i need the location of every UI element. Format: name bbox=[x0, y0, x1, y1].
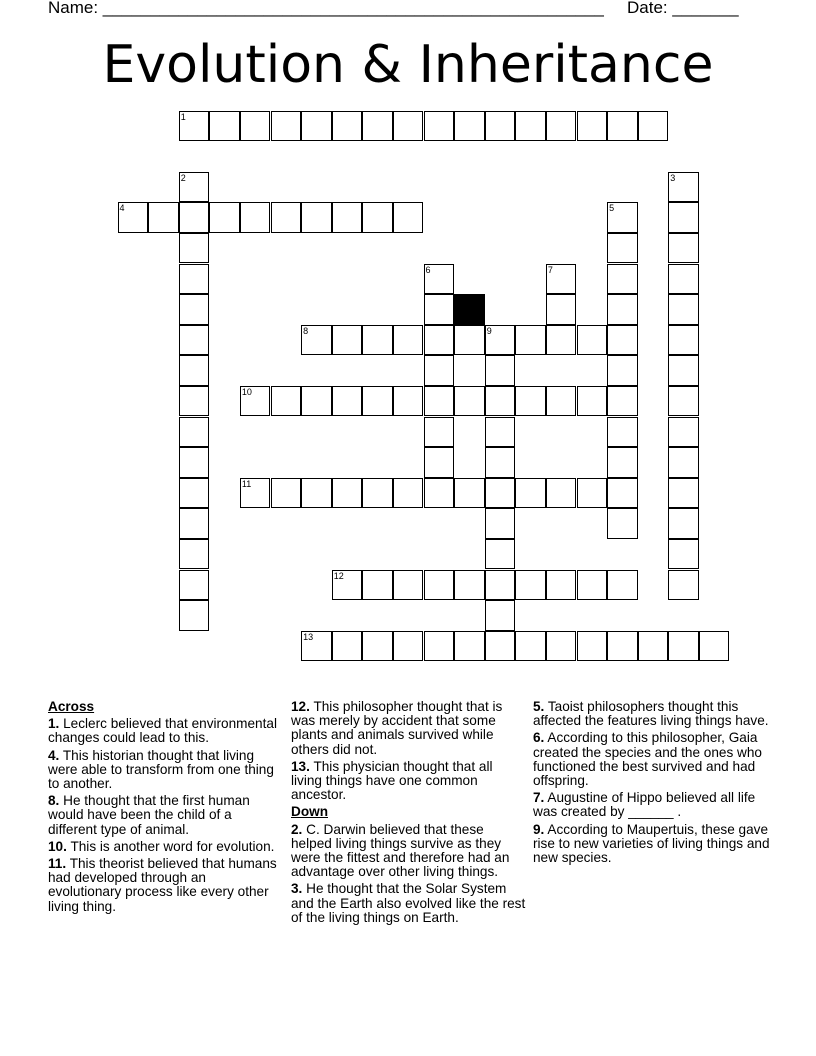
grid-cell[interactable] bbox=[577, 386, 608, 417]
grid-cell[interactable] bbox=[515, 478, 546, 509]
grid-cell[interactable] bbox=[607, 233, 638, 264]
grid-cell[interactable] bbox=[454, 570, 485, 601]
clue-number: 2 bbox=[180, 172, 186, 183]
grid-cell[interactable] bbox=[638, 111, 669, 142]
grid-cell[interactable] bbox=[393, 111, 424, 142]
clues-column-1 bbox=[48, 700, 280, 917]
grid-cell[interactable] bbox=[393, 202, 424, 233]
grid-cell[interactable] bbox=[577, 325, 608, 356]
grid-cell[interactable] bbox=[332, 386, 363, 417]
clue-number: 6 bbox=[425, 264, 431, 275]
clue-number: 1 bbox=[180, 111, 186, 122]
grid-cell[interactable] bbox=[362, 570, 393, 601]
grid-cell[interactable] bbox=[485, 478, 516, 509]
grid-cell[interactable] bbox=[118, 202, 149, 233]
name-field[interactable]: Name: _____________________________________________________ bbox=[48, 0, 604, 17]
grid-cell[interactable] bbox=[668, 478, 699, 509]
grid-cell[interactable] bbox=[301, 631, 332, 662]
grid-cell[interactable] bbox=[179, 478, 210, 509]
clue-number: 8 bbox=[303, 325, 309, 336]
clue-number: 13 bbox=[303, 631, 314, 642]
grid-cell[interactable] bbox=[179, 508, 210, 539]
grid-cell[interactable] bbox=[240, 111, 271, 142]
clues-column-3 bbox=[533, 700, 773, 868]
grid-cell[interactable] bbox=[668, 386, 699, 417]
grid-cell[interactable] bbox=[668, 417, 699, 448]
grid-cell[interactable] bbox=[362, 325, 393, 356]
grid-cell[interactable] bbox=[546, 570, 577, 601]
date-field[interactable]: Date: _______ bbox=[627, 0, 739, 17]
grid-cell[interactable] bbox=[668, 202, 699, 233]
grid-cell[interactable] bbox=[668, 294, 699, 325]
grid-cell[interactable] bbox=[546, 386, 577, 417]
clue-across-10: 10. This is another word for evolution. bbox=[48, 838, 275, 854]
grid-cell[interactable] bbox=[271, 478, 302, 509]
clue-down-3: 3. He thought that the Solar System and the Earth also evolved like the rest of the living things on Earth. bbox=[291, 881, 526, 925]
grid-cell[interactable] bbox=[668, 447, 699, 478]
grid-cell[interactable] bbox=[271, 386, 302, 417]
grid-cell[interactable] bbox=[332, 111, 363, 142]
grid-cell[interactable] bbox=[301, 478, 332, 509]
clue-across-8: 8. He thought that the first human would have been the child of a different type of animal. bbox=[48, 793, 250, 837]
grid-cell[interactable] bbox=[485, 600, 516, 631]
grid-cell[interactable] bbox=[424, 355, 455, 386]
grid-cell[interactable] bbox=[179, 417, 210, 448]
grid-cell[interactable] bbox=[301, 202, 332, 233]
grid-cell[interactable] bbox=[546, 111, 577, 142]
grid-cell[interactable] bbox=[179, 172, 210, 203]
clue-number: 9 bbox=[486, 325, 492, 336]
grid-cell[interactable] bbox=[362, 202, 393, 233]
grid-cell[interactable] bbox=[607, 355, 638, 386]
grid-cell[interactable] bbox=[240, 202, 271, 233]
grid-cell[interactable] bbox=[424, 478, 455, 509]
grid-cell[interactable] bbox=[332, 570, 363, 601]
grid-cell[interactable] bbox=[485, 447, 516, 478]
clue-down-5: 5. Taoist philosophers thought this affected the features living things have. bbox=[533, 699, 769, 729]
grid-cell[interactable] bbox=[179, 447, 210, 478]
grid-cell[interactable] bbox=[240, 386, 271, 417]
grid-cell[interactable] bbox=[179, 570, 210, 601]
grid-cell[interactable] bbox=[607, 570, 638, 601]
grid-cell[interactable] bbox=[546, 294, 577, 325]
grid-cell[interactable] bbox=[393, 386, 424, 417]
grid-cell[interactable] bbox=[607, 417, 638, 448]
grid-cell[interactable] bbox=[424, 570, 455, 601]
grid-cell[interactable] bbox=[668, 631, 699, 662]
grid-cell[interactable] bbox=[607, 325, 638, 356]
grid-cell[interactable] bbox=[179, 202, 210, 233]
grid-cell[interactable] bbox=[607, 294, 638, 325]
grid-cell[interactable] bbox=[607, 202, 638, 233]
grid-cell[interactable] bbox=[546, 264, 577, 295]
grid-cell[interactable] bbox=[454, 111, 485, 142]
grid-cell[interactable] bbox=[668, 233, 699, 264]
grid-cell[interactable] bbox=[179, 600, 210, 631]
grid-cell[interactable] bbox=[424, 294, 455, 325]
grid-cell[interactable] bbox=[393, 325, 424, 356]
grid-cell[interactable] bbox=[424, 417, 455, 448]
grid-cell[interactable] bbox=[638, 631, 669, 662]
grid-cell[interactable] bbox=[515, 325, 546, 356]
grid-cell[interactable] bbox=[332, 202, 363, 233]
grid-cell[interactable] bbox=[668, 172, 699, 203]
grid-cell[interactable] bbox=[515, 570, 546, 601]
down-heading: Down bbox=[291, 804, 328, 820]
grid-cell[interactable] bbox=[424, 386, 455, 417]
grid-cell[interactable] bbox=[485, 570, 516, 601]
clue-across-11: 11. This theorist believed that humans had developed through an evolutionary process like every other living thing. bbox=[48, 856, 277, 914]
clue-down-2: 2. C. Darwin believed that these helped living things survive as they were the fittest and therefore had an advantage over other living things. bbox=[291, 821, 510, 880]
grid-cell[interactable] bbox=[454, 478, 485, 509]
grid-cell[interactable] bbox=[424, 325, 455, 356]
grid-cell[interactable] bbox=[393, 570, 424, 601]
grid-cell[interactable] bbox=[424, 264, 455, 295]
grid-cell[interactable] bbox=[607, 478, 638, 509]
grid-cell[interactable] bbox=[546, 478, 577, 509]
grid-cell[interactable] bbox=[668, 325, 699, 356]
clue-down-7: 7. Augustine of Hippo believed all life was created by ______ . bbox=[533, 790, 756, 820]
grid-cell[interactable] bbox=[240, 478, 271, 509]
clue-across-13: 13. This physician thought that all living things have one common ancestor. bbox=[291, 758, 493, 803]
grid-cell[interactable] bbox=[179, 264, 210, 295]
grid-cell[interactable] bbox=[454, 631, 485, 662]
clue-number: 11 bbox=[241, 478, 252, 489]
across-heading: Across bbox=[48, 699, 95, 714]
clue-number: 3 bbox=[670, 172, 676, 183]
grid-cell[interactable] bbox=[362, 386, 393, 417]
grid-cell[interactable] bbox=[301, 111, 332, 142]
grid-cell[interactable] bbox=[577, 570, 608, 601]
grid-cell[interactable] bbox=[393, 631, 424, 662]
grid-cell[interactable] bbox=[485, 111, 516, 142]
clue-down-9: 9. According to Maupertuis, these gave rise to new varieties of living things and new species. bbox=[533, 821, 770, 866]
clue-number: 4 bbox=[119, 203, 125, 214]
grid-cell[interactable] bbox=[577, 111, 608, 142]
clue-across-4: 4. This historian thought that living were able to transform from one thing to another. bbox=[48, 747, 274, 792]
grid-cell[interactable] bbox=[607, 264, 638, 295]
grid-cell[interactable] bbox=[209, 111, 240, 142]
page-title: Evolution & Inheritance bbox=[102, 35, 714, 95]
grid-cell[interactable] bbox=[668, 508, 699, 539]
grid-cell[interactable] bbox=[179, 325, 210, 356]
grid-cell[interactable] bbox=[515, 631, 546, 662]
grid-cell[interactable] bbox=[148, 202, 179, 233]
grid-cell[interactable] bbox=[179, 386, 210, 417]
grid-cell[interactable] bbox=[179, 294, 210, 325]
grid-cell[interactable] bbox=[607, 111, 638, 142]
clue-number: 10 bbox=[241, 386, 252, 397]
grid-cell[interactable] bbox=[577, 631, 608, 662]
grid-cell[interactable] bbox=[271, 202, 302, 233]
clue-across-1: 1. Leclerc believed that environmental changes could lead to this. bbox=[48, 716, 277, 746]
clues-column-2 bbox=[291, 700, 527, 928]
grid-cell[interactable] bbox=[546, 325, 577, 356]
grid-cell[interactable] bbox=[485, 631, 516, 662]
clue-across-12: 12. This philosopher thought that is was merely by accident that some plants and animals survived while others did not. bbox=[291, 699, 503, 757]
grid-cell[interactable] bbox=[332, 631, 363, 662]
grid-cell[interactable] bbox=[485, 508, 516, 539]
clue-down-6: 6. According to this philosopher, Gaia created the species and the ones who functioned the best survived and had offspring. bbox=[533, 730, 762, 789]
grid-cell[interactable] bbox=[515, 111, 546, 142]
grid-cell[interactable] bbox=[607, 508, 638, 539]
black-cell bbox=[454, 294, 485, 325]
grid-cell[interactable] bbox=[301, 386, 332, 417]
grid-cell[interactable] bbox=[424, 631, 455, 662]
grid-cell[interactable] bbox=[485, 386, 516, 417]
grid-cell[interactable] bbox=[362, 111, 393, 142]
grid-cell[interactable] bbox=[301, 325, 332, 356]
grid-cell[interactable] bbox=[485, 325, 516, 356]
grid-cell[interactable] bbox=[546, 631, 577, 662]
grid-cell[interactable] bbox=[424, 447, 455, 478]
grid-cell[interactable] bbox=[454, 325, 485, 356]
grid-cell[interactable] bbox=[179, 233, 210, 264]
grid-cell[interactable] bbox=[454, 386, 485, 417]
grid-cell[interactable] bbox=[362, 478, 393, 509]
grid-cell[interactable] bbox=[607, 631, 638, 662]
clue-number: 5 bbox=[609, 203, 615, 214]
grid-cell[interactable] bbox=[699, 631, 730, 662]
grid-cell[interactable] bbox=[668, 355, 699, 386]
clue-number: 7 bbox=[547, 264, 553, 275]
grid-cell[interactable] bbox=[607, 447, 638, 478]
grid-cell[interactable] bbox=[362, 631, 393, 662]
grid-cell[interactable] bbox=[607, 386, 638, 417]
clue-number: 12 bbox=[333, 570, 344, 581]
grid-cell[interactable] bbox=[485, 539, 516, 570]
grid-cell[interactable] bbox=[209, 202, 240, 233]
grid-cell[interactable] bbox=[668, 539, 699, 570]
grid-cell[interactable] bbox=[332, 325, 363, 356]
grid-cell[interactable] bbox=[179, 539, 210, 570]
grid-cell[interactable] bbox=[179, 355, 210, 386]
grid-cell[interactable] bbox=[179, 111, 210, 142]
grid-cell[interactable] bbox=[332, 478, 363, 509]
grid-cell[interactable] bbox=[515, 386, 546, 417]
grid-cell[interactable] bbox=[424, 111, 455, 142]
grid-cell[interactable] bbox=[485, 417, 516, 448]
grid-cell[interactable] bbox=[271, 111, 302, 142]
grid-cell[interactable] bbox=[668, 570, 699, 601]
grid-cell[interactable] bbox=[393, 478, 424, 509]
grid-cell[interactable] bbox=[668, 264, 699, 295]
grid-cell[interactable] bbox=[485, 355, 516, 386]
grid-cell[interactable] bbox=[577, 478, 608, 509]
